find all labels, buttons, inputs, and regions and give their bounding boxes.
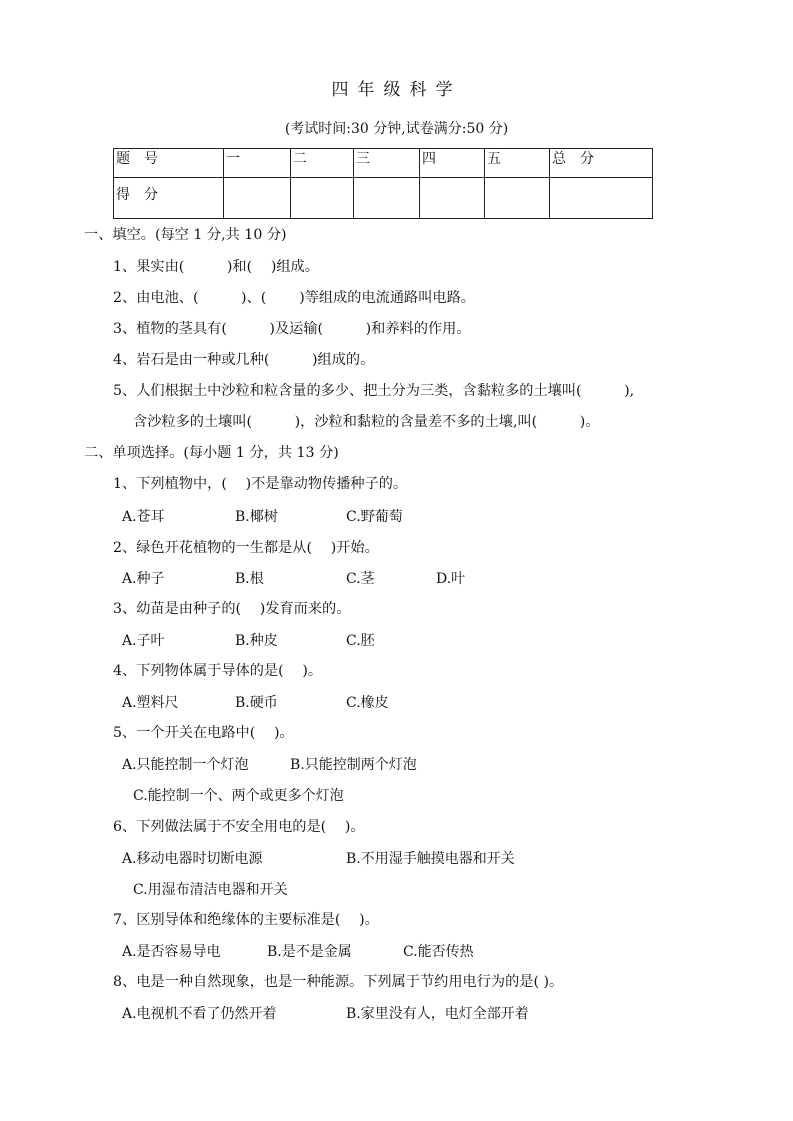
question-text: 4、岩石是由一种或几种( )组成的。	[113, 352, 375, 368]
score-entry-cell	[354, 178, 420, 219]
answer-option: B.是不是金属	[267, 944, 352, 960]
answer-option: C.用湿布清洁电器和开关	[133, 882, 288, 898]
answer-option: C.野葡萄	[346, 509, 403, 525]
question-text-continued: 含沙粒多的土壤叫( )，沙粒和黏粒的含量差不多的土壤,叫( )。	[133, 414, 600, 430]
score-cell: 二	[291, 149, 354, 178]
question-stem: 8、电是一种自然现象，也是一种能源。下列属于节约用电行为的是( )。	[113, 974, 564, 990]
answer-option: B.家里没有人，电灯全部开着	[346, 1006, 529, 1022]
score-entry-cell	[550, 178, 653, 219]
score-table	[113, 148, 653, 219]
answer-option: A.移动电器时切断电源	[122, 851, 263, 867]
score-table-header-row	[114, 149, 653, 178]
question-stem: 6、下列做法属于不安全用电的是( )。	[113, 819, 365, 835]
score-cell: 四	[420, 149, 485, 178]
exam-title: 四年级科学	[331, 80, 462, 100]
answer-option: B.根	[235, 571, 264, 587]
answer-option: A.是否容易导电	[122, 944, 221, 960]
answer-option: C.橡皮	[346, 695, 389, 711]
answer-option: A.只能控制一个灯泡	[122, 757, 249, 773]
score-entry-cell	[485, 178, 550, 219]
answer-option: B.种皮	[235, 633, 278, 649]
score-cell: 一	[224, 149, 291, 178]
score-table-score-row	[114, 178, 653, 219]
answer-option: C.胚	[346, 633, 375, 649]
answer-option: A.苍耳	[122, 509, 165, 525]
score-cell: 五	[485, 149, 550, 178]
answer-option: C.能控制一个、两个或更多个灯泡	[133, 788, 344, 804]
answer-option: B.椰树	[235, 509, 278, 525]
answer-option: A.种子	[122, 571, 165, 587]
score-cell: 得 分	[114, 178, 224, 219]
section-heading: 二、单项选择。(每小题 1 分，共 13 分)	[84, 445, 339, 461]
answer-option: B.不用湿手触摸电器和开关	[346, 851, 515, 867]
answer-option: C.茎	[346, 571, 375, 587]
question-text: 5、人们根据土中沙粒和粒含量的多少、把土分为三类，含黏粒多的土壤叫( ),	[113, 383, 635, 399]
question-stem: 7、区别导体和绝缘体的主要标准是( )。	[113, 912, 379, 928]
question-stem: 1、下列植物中，( )不是靠动物传播种子的。	[113, 476, 408, 492]
score-cell: 三	[354, 149, 420, 178]
exam-subtitle: (考试时间:30 分钟,试卷满分:50 分)	[284, 121, 509, 137]
question-stem: 4、下列物体属于导体的是( )。	[113, 663, 323, 679]
section-heading: 一、填空。(每空 1 分,共 10 分)	[84, 227, 287, 243]
question-stem: 2、绿色开花植物的一生都是从( )开始。	[113, 540, 379, 556]
answer-option: C.能否传热	[403, 944, 474, 960]
answer-option: B.只能控制两个灯泡	[290, 757, 417, 773]
answer-option: A.塑料尺	[122, 695, 179, 711]
score-entry-cell	[420, 178, 485, 219]
score-cell: 题 号	[114, 149, 224, 178]
answer-option: B.硬币	[235, 695, 278, 711]
score-cell: 总 分	[550, 149, 653, 178]
question-text: 1、果实由( )和( )组成。	[113, 259, 319, 275]
answer-option: D.叶	[436, 571, 466, 587]
answer-option: A.电视机不看了仍然开着	[122, 1006, 277, 1022]
answer-option: A.子叶	[122, 633, 165, 649]
score-entry-cell	[224, 178, 291, 219]
question-stem: 3、幼苗是由种子的( )发育而来的。	[113, 601, 351, 617]
score-entry-cell	[291, 178, 354, 219]
question-text: 2、由电池、( )、( )等组成的电流通路叫电路。	[113, 290, 475, 306]
question-text: 3、植物的茎具有( )及运输( )和养料的作用。	[113, 321, 471, 337]
question-stem: 5、一个开关在电路中( )。	[113, 725, 294, 741]
